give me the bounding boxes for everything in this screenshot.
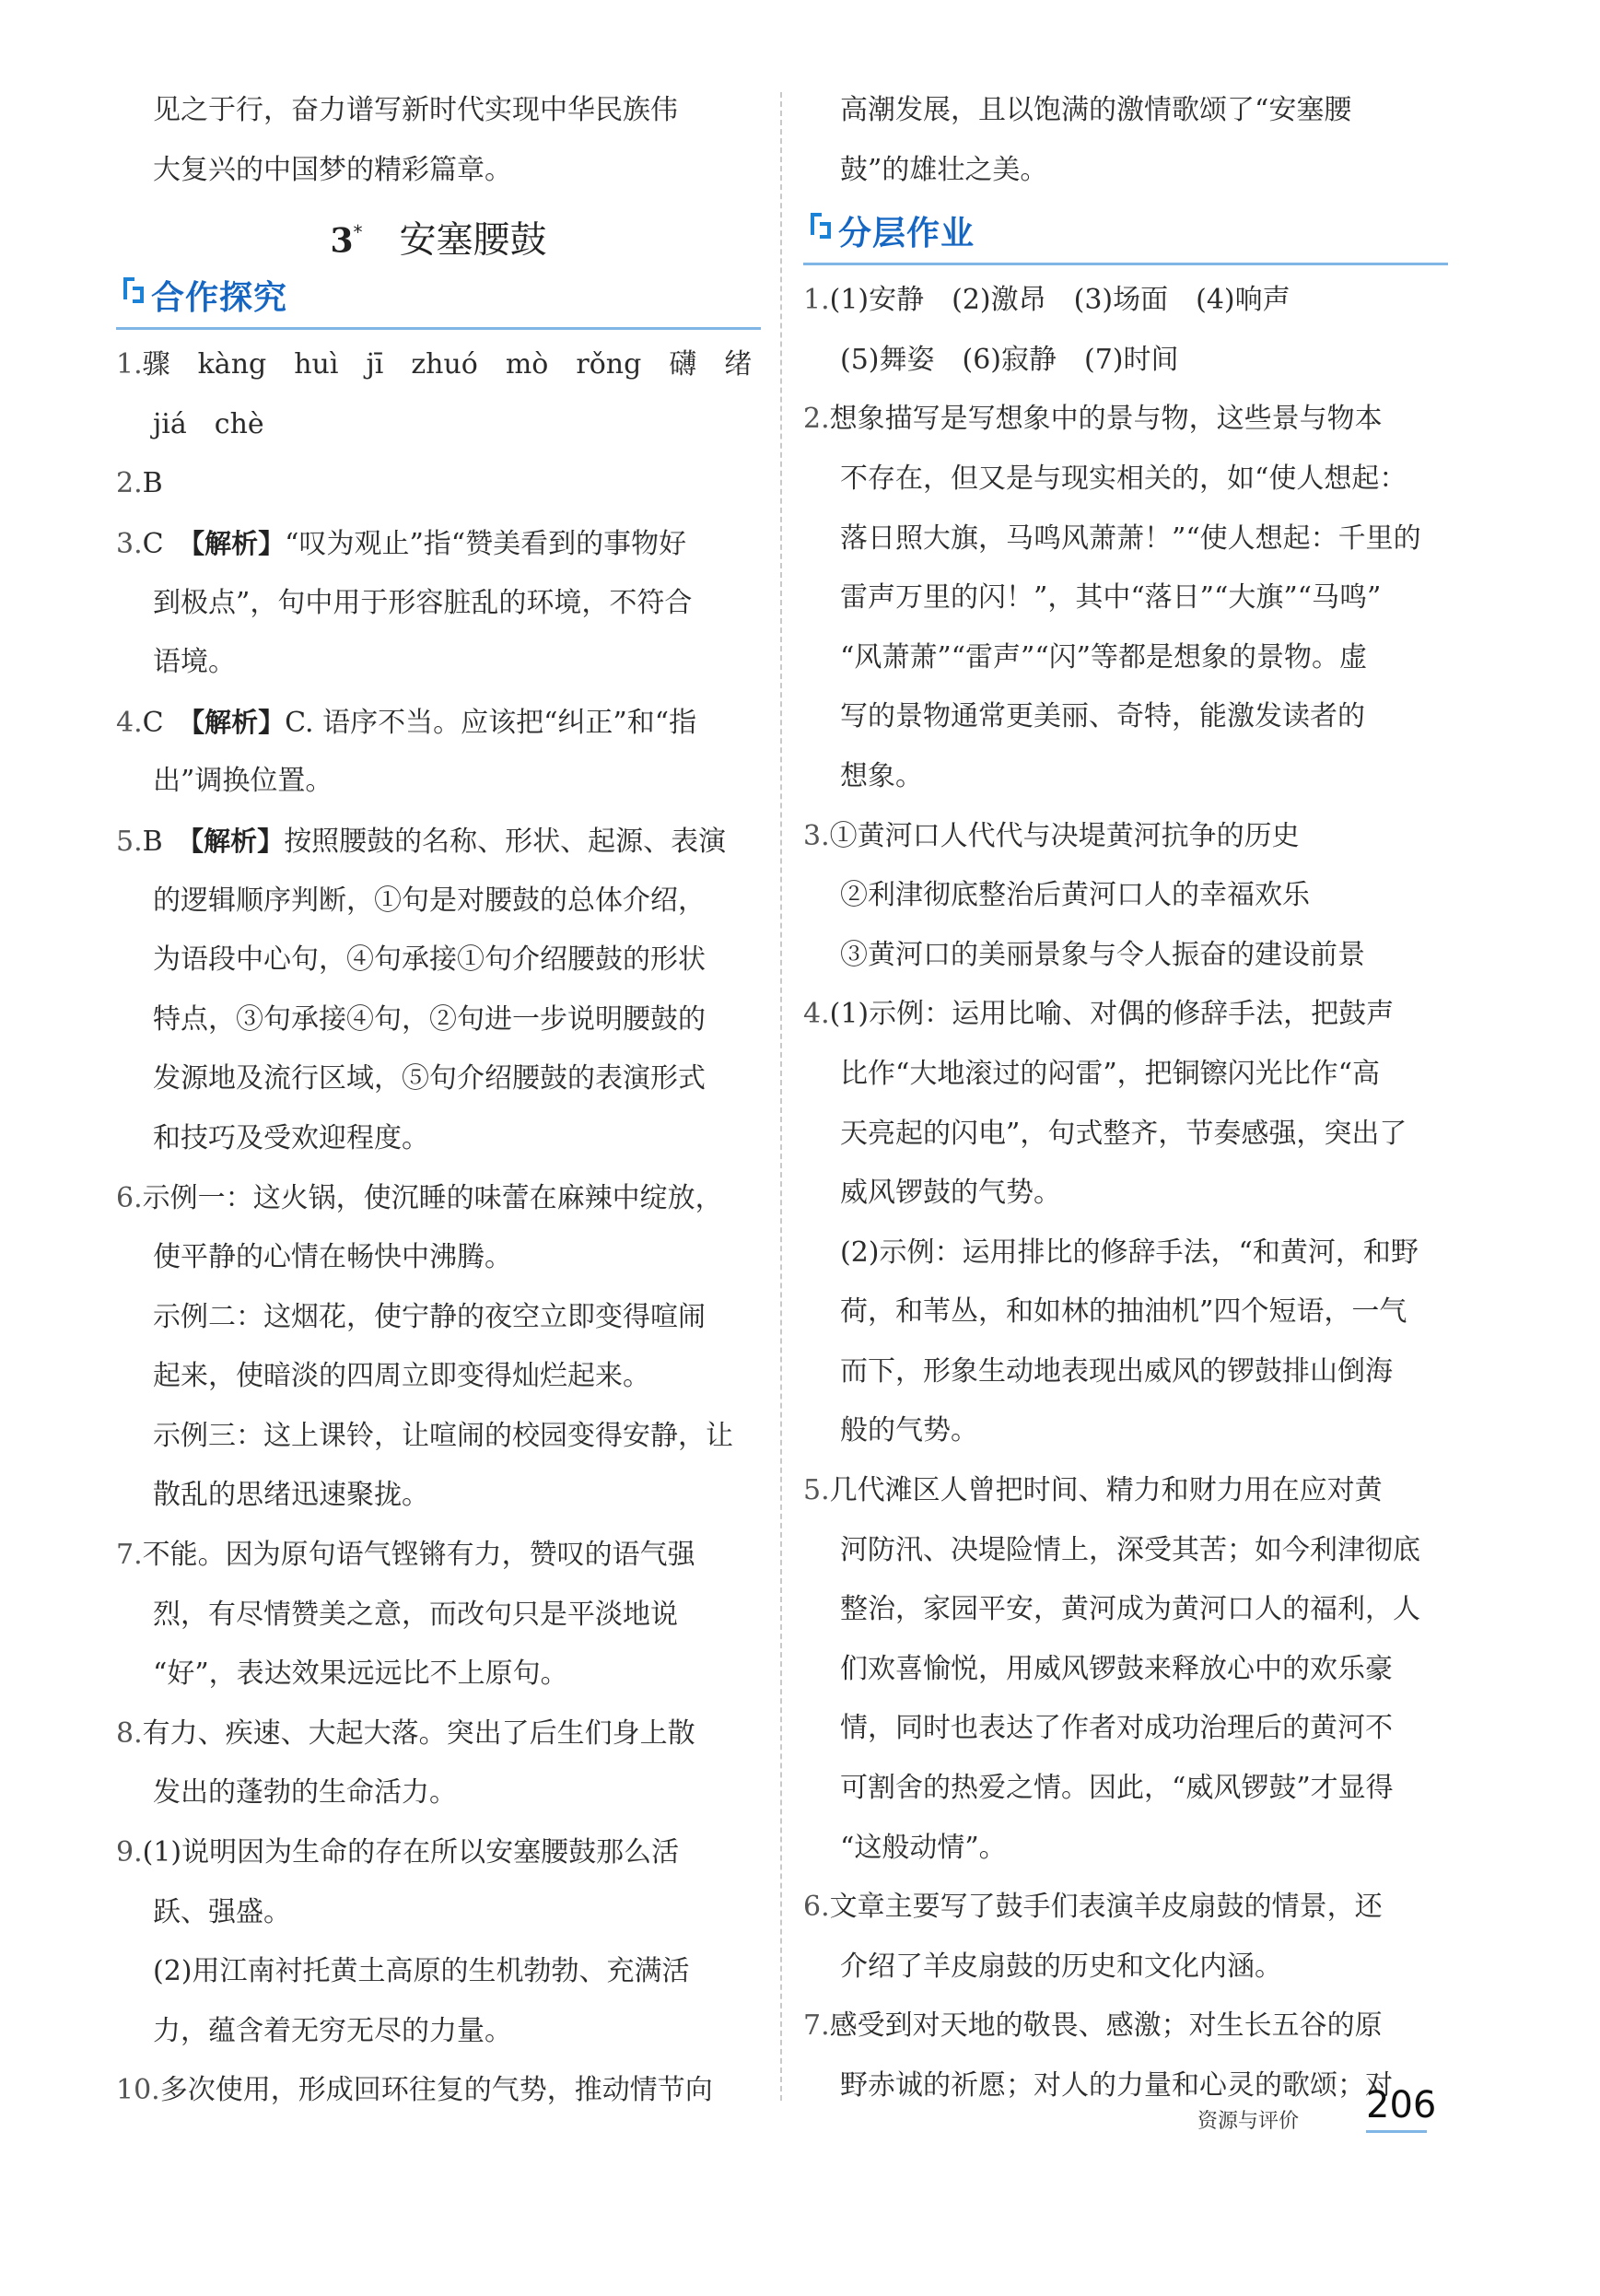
question-number: 4. <box>803 998 830 1031</box>
section-marker-icon <box>811 213 829 237</box>
intro-line: 鼓”的雄壮之美。 <box>840 153 1048 186</box>
question-number: 5. <box>803 1474 830 1507</box>
right-column <box>803 81 1448 2116</box>
answer-line: 情，同时也表达了作者对成功治理后的黄河不 <box>840 1712 1393 1745</box>
lesson-number: 3 <box>330 221 354 261</box>
answer-text: ①黄河口人代代与决堤黄河抗争的历史 <box>829 819 1300 852</box>
answer-line: 散乱的思绪迅速聚拢。 <box>153 1479 429 1512</box>
answer-line: (2)用江南衬托黄土高原的生机勃勃、充满活 <box>153 1955 690 1988</box>
answer-line <box>116 1823 761 1883</box>
answer-line: 示例三：这上课铃，让喧闹的校园变得安静，让 <box>153 1419 733 1452</box>
section-title: 分层作业 <box>838 215 975 253</box>
answer-line: 出”调换位置。 <box>153 765 333 798</box>
question-number: 1. <box>116 348 143 381</box>
question-number: 1. <box>803 284 830 317</box>
answer-line: 们欢喜愉悦，用威风锣鼓来释放心中的欢乐豪 <box>840 1652 1393 1685</box>
page-number-underline <box>1366 2130 1427 2133</box>
answer-line: 整治，家园平安，黄河成为黄河口人的福利，人 <box>840 1593 1420 1626</box>
answer-line: 荷，和苇丛，和如林的抽油机”四个短语，一气 <box>840 1295 1407 1329</box>
intro-line: 高潮发展，且以饱满的激情歌颂了“安塞腰 <box>840 94 1352 126</box>
analysis-tag: 【解析】 <box>191 527 286 559</box>
answer-text: 文章主要写了鼓手们表演羊皮扇鼓的情景，还 <box>829 1891 1383 1924</box>
answer-line <box>116 2061 761 2121</box>
answer-line: jiá chè <box>153 407 264 440</box>
answer-line: (5)舞姿 (6)寂静 (7)时间 <box>840 343 1179 376</box>
section-marker-icon <box>123 277 142 301</box>
answer-line: 威风锣鼓的气势。 <box>840 1177 1061 1210</box>
question-number: 8. <box>116 1716 143 1750</box>
answer-text: C. 语序不当。应该把“纠正”和“指 <box>285 706 697 739</box>
left-column <box>116 81 761 2121</box>
answer-text: 想象描写是写想象中的景与物，这些景与物本 <box>829 403 1383 436</box>
column-divider <box>780 92 782 2101</box>
answer-line: “风萧萧”“雷声”“闪”等都是想象的景物。虚 <box>840 640 1368 674</box>
analysis-tag: 【解析】 <box>190 825 285 857</box>
answer-line: 比作“大地滚过的闷雷”，把铜镲闪光比作“高 <box>840 1057 1381 1090</box>
footer-label: 资源与评价 <box>1197 2110 1300 2133</box>
answer-line: 般的气势。 <box>840 1414 978 1447</box>
answer-line <box>116 1169 761 1229</box>
answer-line <box>803 1461 1448 1521</box>
intro-line: 大复兴的中国梦的精彩篇章。 <box>153 153 512 186</box>
answer-line: 雷声万里的闪！”，其中“落日”“大旗”“马鸣” <box>840 581 1382 615</box>
answer-line: 写的景物通常更美丽、奇特，能激发读者的 <box>840 700 1365 733</box>
answer-line: 起来，使暗淡的四周立即变得灿烂起来。 <box>153 1360 650 1393</box>
answer-line: 天亮起的闪电”，句式整齐，节奏感强，突出了 <box>840 1117 1407 1150</box>
section-header-cooperative <box>116 266 761 330</box>
answer-line <box>116 454 761 514</box>
answer-line: 跃、强盛。 <box>153 1895 291 1928</box>
answer-line <box>116 1704 761 1764</box>
question-number: 4. <box>116 706 143 739</box>
answer-text: (1)安静 (2)激昂 (3)场面 (4)响声 <box>829 284 1291 317</box>
answer-choice: B <box>142 825 191 858</box>
answer-text: 有力、疾速、大起大落。突出了后生们身上散 <box>142 1716 695 1750</box>
answer-line: 想象。 <box>840 759 923 792</box>
answer-line: 语境。 <box>153 646 236 679</box>
section-title: 合作探究 <box>151 279 288 318</box>
question-number: 9. <box>116 1836 143 1869</box>
answer-text: (1)说明因为生命的存在所以安塞腰鼓那么活 <box>142 1836 680 1869</box>
answer-line: 介绍了羊皮扇鼓的历史和文化内涵。 <box>840 1950 1282 1983</box>
answer-line <box>116 335 761 395</box>
question-number: 5. <box>116 825 143 858</box>
question-number: 2. <box>116 467 143 500</box>
answer-line: 为语段中心句，④句承接①句介绍腰鼓的形状 <box>153 943 706 977</box>
answer-line: 的逻辑顺序判断，①句是对腰鼓的总体介绍， <box>153 884 706 917</box>
question-number: 7. <box>803 2009 830 2043</box>
question-number: 7. <box>116 1539 143 1572</box>
answer-line <box>803 1997 1448 2056</box>
analysis-tag: 【解析】 <box>191 706 286 738</box>
answer-line: 不存在，但又是与现实相关的，如“使人想起： <box>840 462 1407 495</box>
answer-text: 示例一：这火锅，使沉睡的味蕾在麻辣中绽放， <box>142 1181 723 1214</box>
answer-text: 几代滩区人曾把时间、精力和财力用在应对黄 <box>829 1474 1383 1507</box>
answer-line <box>116 812 761 872</box>
answer-line: 野赤诚的祈愿；对人的力量和心灵的歌颂；对 <box>840 2069 1393 2102</box>
answer-line <box>116 693 761 753</box>
question-number: 3. <box>116 527 143 560</box>
answer-line <box>803 985 1448 1045</box>
question-number: 10. <box>116 2074 160 2107</box>
answer-text: 按照腰鼓的名称、形状、起源、表演 <box>284 825 727 858</box>
answer-text: B <box>142 467 163 500</box>
answer-text: 骤 kàng huì jī zhuó mò rǒng 礴 绪 <box>142 348 753 381</box>
answer-choice: C <box>142 527 192 560</box>
answer-line: 发源地及流行区域，⑤句介绍腰鼓的表演形式 <box>153 1062 706 1095</box>
answer-line <box>803 390 1448 450</box>
answer-line <box>803 807 1448 867</box>
answer-text: 多次使用，形成回环往复的气势，推动情节向 <box>159 2074 713 2107</box>
answer-line <box>116 1526 761 1586</box>
answer-line <box>116 514 761 574</box>
answer-line: 到极点”，句中用于形容脏乱的环境，不符合 <box>153 586 693 619</box>
answer-line: 示例二：这烟花，使宁静的夜空立即变得喧闹 <box>153 1300 706 1333</box>
lesson-title-text: 安塞腰鼓 <box>399 218 547 262</box>
lesson-mark: * <box>353 221 363 244</box>
answer-line: 河防汛、决堤险情上，深受其苦；如今利津彻底 <box>840 1533 1420 1566</box>
answer-line: “这般动情”。 <box>840 1831 1007 1864</box>
section-header-layered <box>803 202 1448 265</box>
answer-text: 感受到对天地的敬畏、感激；对生长五谷的原 <box>829 2009 1383 2043</box>
answer-line: 落日照大旗，马鸣风萧萧！”“使人想起：千里的 <box>840 521 1421 555</box>
lesson-title <box>116 200 761 264</box>
answer-line: (2)示例：运用排比的修辞手法，“和黄河，和野 <box>840 1236 1419 1269</box>
answer-line: 力，蕴含着无穷无尽的力量。 <box>153 2014 512 2047</box>
question-number: 6. <box>803 1891 830 1924</box>
answer-text: “叹为观止”指“赞美看到的事物好 <box>285 527 687 560</box>
answer-choice: C <box>142 706 192 739</box>
answer-line <box>803 271 1448 331</box>
intro-line: 见之于行，奋力谱写新时代实现中华民族伟 <box>153 94 678 126</box>
answer-line: 而下，形象生动地表现出威风的锣鼓排山倒海 <box>840 1354 1393 1388</box>
answer-line: 特点，③句承接④句，②句进一步说明腰鼓的 <box>153 1002 706 1036</box>
question-number: 6. <box>116 1181 143 1214</box>
answer-line: “好”，表达效果远远比不上原句。 <box>153 1658 568 1691</box>
answer-line: 和技巧及受欢迎程度。 <box>153 1121 429 1154</box>
answer-line: 可割舍的热爱之情。因此，“威风锣鼓”才显得 <box>840 1772 1394 1805</box>
question-number: 2. <box>803 403 830 436</box>
answer-line: 烈，有尽情赞美之意，而改句只是平淡地说 <box>153 1598 678 1631</box>
answer-text: (1)示例：运用比喻、对偶的修辞手法，把鼓声 <box>829 998 1395 1031</box>
answer-line: 使平静的心情在畅快中沸腾。 <box>153 1241 512 1274</box>
answer-line: ③黄河口的美丽景象与令人振奋的建设前景 <box>840 938 1365 971</box>
answer-line: 发出的蓬勃的生命活力。 <box>153 1776 457 1810</box>
question-number: 3. <box>803 819 830 852</box>
answer-text: 不能。因为原句语气铿锵有力，赞叹的语气强 <box>142 1539 695 1572</box>
page-number: 206 <box>1366 2084 1437 2126</box>
answer-line: ②利津彻底整治后黄河口人的幸福欢乐 <box>840 879 1310 912</box>
answer-line <box>803 1878 1448 1938</box>
